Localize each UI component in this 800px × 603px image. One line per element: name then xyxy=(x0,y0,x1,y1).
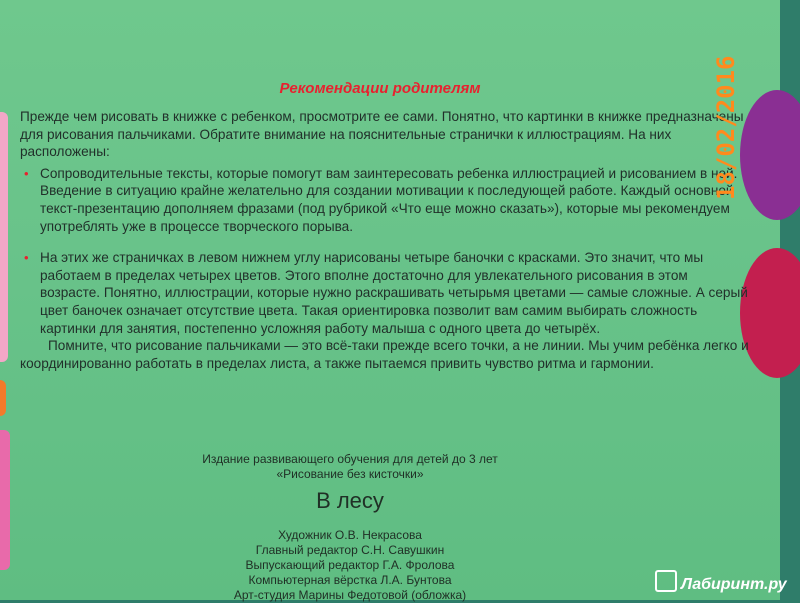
credit-line: Компьютерная вёрстка Л.А. Бунтова xyxy=(248,573,452,587)
series-line-1: Издание развивающего обучения для детей до 3 лет xyxy=(202,452,498,466)
series-line-2: «Рисование без кисточки» xyxy=(276,467,424,481)
credit-line: Арт-студия Марины Федотовой (обложка) xyxy=(233,588,467,602)
decorative-tab-orange xyxy=(0,380,6,416)
labyrinth-logo-icon xyxy=(655,570,677,592)
credit-line: Главный редактор С.Н. Савушкин xyxy=(255,543,445,557)
watermark xyxy=(655,570,787,594)
book-title: В лесу xyxy=(316,488,384,513)
credit-line: Художник О.В. Некрасова xyxy=(278,528,422,542)
bullet-text: Сопроводительные тексты, которые помогут вам заинтересовать ребенка иллюстрацией и рисованием в ней. Введение в ситуацию крайне желательно для создании мотивации к последующей работе. Каждый основной текст-презентацию дополняем фразами (под рубрикой «Что еще можно сказать»), которые мы рекомендуем употреблять уже в процессе творческого порыва. xyxy=(40,165,738,234)
recommendations-text xyxy=(20,108,750,372)
bullet-icon: • xyxy=(24,165,29,181)
watermark-text: Лабиринт.ру xyxy=(681,576,787,593)
intro-paragraph: Прежде чем рисовать в книжке с ребенком, просмотрите ее сами. Понятно, что картинки в книжке предназначены для рисования пальчиками. Обратите внимание на пояснительные странички к иллюстрациям. На них расположены: xyxy=(20,109,744,160)
list-item xyxy=(20,165,750,235)
decorative-tab-magenta xyxy=(0,430,10,570)
credit-line: Выпускающий редактор Г.А. Фролова xyxy=(245,558,455,572)
bullet-icon: • xyxy=(24,250,29,266)
bullet-text: На этих же страничках в левом нижнем углу нарисованы четыре баночки с красками. Это значит, что мы работаем в пределах четырех цветов. Этого вполне достаточно для увлекательного рисования в этом возрасте. Понятно, иллюстрации, которые нужно раскрашивать четырьмя цветами — самые сложные. А серый цвет баночек означает отсутствие цвета. Такая ориентировка позволит вам самим выбирать сложность картинки для занятия, постепенно усложняя работу малыша с одного цвета до четырёх. xyxy=(40,250,748,336)
date-stamp-text: 18/02/2016 xyxy=(712,55,740,200)
page-title: Рекомендации родителям xyxy=(279,80,481,97)
closing-paragraph: Помните, что рисование пальчиками — это всё-таки прежде всего точки, а не линии. Мы учим ребёнка легко и координированно работать в пределах листа, а также пытаемся привить чувство ритма и гармонии. xyxy=(20,338,749,371)
list-item xyxy=(20,249,750,337)
decorative-tab-pink xyxy=(0,112,8,362)
